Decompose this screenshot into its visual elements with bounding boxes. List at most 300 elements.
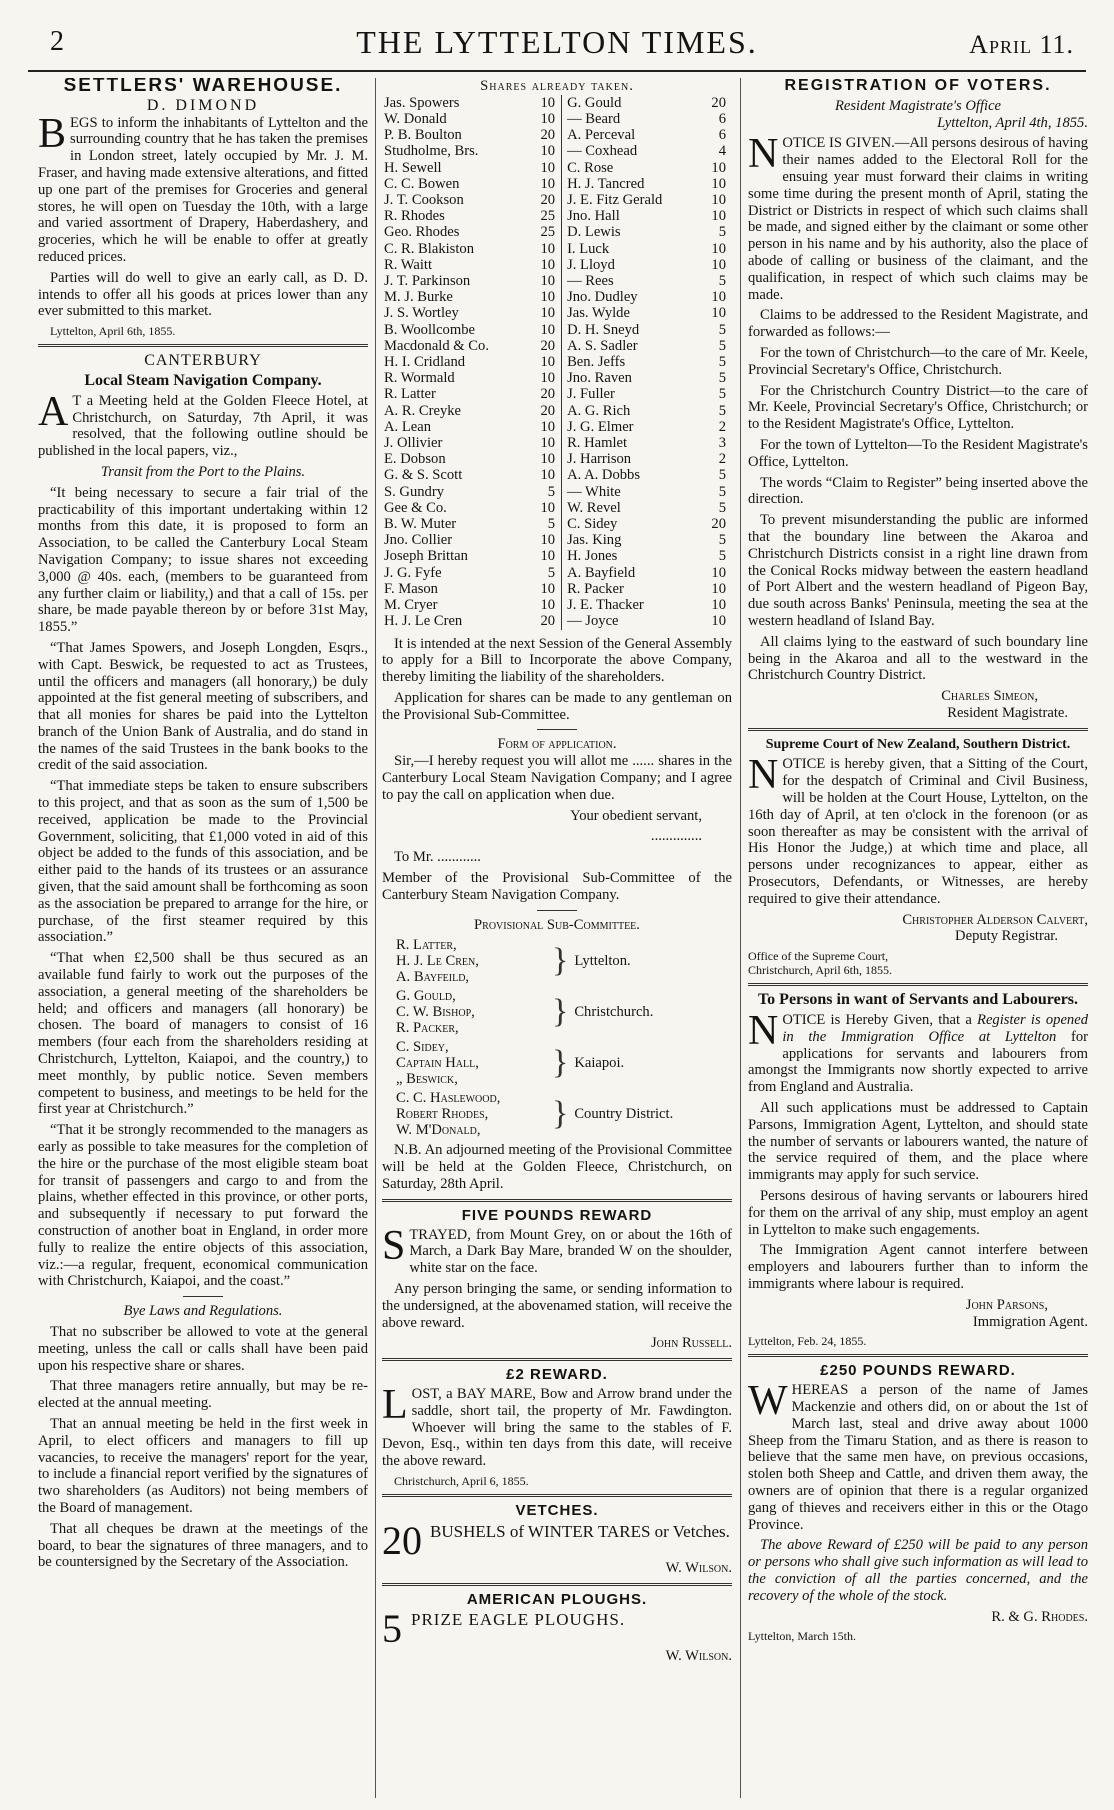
column-rule: [375, 78, 376, 1798]
shareholder-name: H. Jones: [562, 548, 702, 564]
committee-member: C. C. Haslewood,: [396, 1090, 501, 1107]
notice-body: For the Christchurch Country District—to the care of Mr. Keele, Provincial Secretary's Office, Christchurch; or to the Resident Magistrate's Office, Lyttelton.: [748, 382, 1088, 433]
ad-body: OST, a BAY MARE, Bow and Arrow brand under the saddle, short tail, the property of Mr. Fawdington. Whoever will bring the same to the stables of F. Devon, Esq., within ten days from this date, will receive the above reward.: [382, 1386, 732, 1470]
drop-cap: S: [382, 1222, 406, 1269]
shareholder-name: B. W. Muter: [384, 516, 457, 533]
share-count: 10: [711, 580, 726, 597]
notice-office: Resident Magistrate's Office: [834, 97, 1002, 114]
notice-body: To prevent misunderstanding the public are informed that the boundary line between the Akaroa and Christchurch Districts consist in a right line drawn from the Conical Rocks midway between the eastern headland of Port Albert and the western headland of Pigeon Bay, due south across Banks' Peninsula, meeting the sea at the western headland of Island Bay.: [748, 512, 1088, 629]
shares-row: [382, 613, 732, 629]
ad-number: 20: [382, 1517, 422, 1563]
ad-title: SETTLERS' WAREHOUSE.: [63, 78, 343, 96]
bylaw: That three managers retire annually, but may be re-elected at the annual meeting.: [38, 1378, 368, 1412]
drop-cap: N: [748, 752, 779, 799]
shareholder-name: R. Rhodes: [384, 208, 445, 225]
ploughs-ad: [382, 1592, 732, 1666]
committee-place: Lyttelton.: [574, 953, 631, 970]
notice-signature: R. & G. Rhodes.: [991, 1608, 1088, 1625]
share-count: 10: [711, 208, 726, 225]
form-member: Member of the Provisional Sub-Committee of the Canterbury Steam Navigation Company.: [382, 870, 732, 903]
shareholder-name: C. Rose: [562, 160, 702, 176]
resolution: “That it be strongly recommended to the managers as early as possible to take measures for the completion of the hire or the purchase of the most eligible steam boat for transit of passengers and cargo to and from the plains, whether effected in this province, or other ports, and subsequently if necessary to put forward the construction of another boat in England, in order more fully to realize the entire objects of this association, viz.:—a regular, frequent, economical communication with Christchurch, Kaiapoi, and the coast.”: [38, 1122, 368, 1290]
ad-dateline: Christchurch, April 6, 1855.: [394, 1474, 529, 1488]
share-count: 5: [718, 337, 726, 354]
ad-body: Any person bringing the same, or sending information to the undersigned, at the abovenamed station, will receive the above reward.: [382, 1281, 732, 1331]
shareholder-name: Studholme, Brs.: [384, 143, 479, 160]
resolution: “That James Spowers, and Joseph Longden, Esqrs., with Capt. Beswick, be requested to act as Trustees, until the officers and managers (all honorary,) be duly appointed at the fist general meeting of subscribers, and that all monies for shares be paid into the Lyttelton branch of the Union Bank of Australia, and do stand in the names of the said Trustees in the bank books to the credit of the said association.: [38, 639, 368, 774]
share-count: 5: [718, 321, 726, 338]
share-count: 10: [540, 467, 556, 484]
section-heading: CANTERBURY: [144, 352, 262, 370]
committee-place: Kaiapoi.: [574, 1055, 625, 1072]
ad-number: 5: [382, 1606, 403, 1652]
shares-row: [382, 160, 732, 176]
two-pounds-reward-ad: [382, 1367, 732, 1488]
share-count: 5: [718, 386, 726, 403]
share-count: 10: [540, 370, 556, 387]
share-count: 10: [711, 192, 726, 209]
shares-row: [382, 289, 732, 305]
shares-row: [382, 597, 732, 613]
committee-member: R. Latter,: [396, 937, 457, 954]
notice-body: The Immigration Agent cannot interfere between employers and labourers further than to inform the immigrants where labour is required.: [748, 1242, 1088, 1292]
notice-dateline: Christchurch, April 6th, 1855.: [748, 963, 892, 978]
shareholder-name: — Joyce: [562, 613, 702, 629]
notice-title: REGISTRATION OF VOTERS.: [784, 78, 1052, 94]
shares-row: [382, 435, 732, 451]
shareholder-name: C. C. Bowen: [384, 175, 460, 192]
committee-names: [396, 1090, 546, 1138]
shareholder-name: G. & S. Scott: [384, 467, 463, 484]
share-count: 10: [540, 435, 556, 452]
shareholder-name: J. T. Cookson: [384, 192, 464, 209]
ad-signature: W. Wilson.: [665, 1559, 732, 1576]
shareholder-name: J. E. Thacker: [562, 597, 702, 613]
committee-member: C. W. Bishop,: [396, 1004, 475, 1021]
brace-mark: }: [552, 942, 569, 980]
notice-body: The words “Claim to Register” being inserted above the direction.: [748, 474, 1088, 508]
shareholder-name: J. Fuller: [562, 386, 702, 402]
shares-row: [382, 532, 732, 548]
resolution: “That when £2,500 shall be thus secured as an available fund fairly to work out the purposes of the association, a general meeting of the shareholders be held; and officers and managers (all honorary) be chosen. The board of managers to consist of 16 members (four each from the shareholders residing at Christchurch, Lyttelton, Kaiapoi, and the country,) to meet monthly, by public notice. Seven members competent to business, and meetings to be held for the first year at Christchurch.”: [38, 950, 368, 1118]
notice-body: OTICE is Hereby Given, that a: [782, 1012, 978, 1029]
committee-place: Christchurch.: [574, 1004, 654, 1021]
shareholder-name: Jno. Dudley: [562, 289, 702, 305]
shareholder-name: R. Waitt: [384, 256, 433, 273]
committee-member: Captain Hall,: [396, 1055, 479, 1072]
shareholder-name: M. Cryer: [384, 597, 438, 614]
shareholder-name: H. J. Le Cren: [384, 613, 463, 630]
shareholder-name: W. Donald: [384, 111, 447, 127]
share-count: 10: [540, 418, 556, 435]
shareholder-name: J. Lloyd: [562, 257, 702, 273]
share-count: 5: [718, 532, 726, 549]
shareholder-name: — Beard: [562, 111, 702, 127]
ad-body: TRAYED, from Mount Grey, on or about the 16th of March, a Dark Bay Mare, branded W on the shoulder, white star on the face.: [409, 1226, 732, 1277]
ad-dateline: Lyttelton, April 6th, 1855.: [50, 324, 176, 339]
share-count: 20: [711, 94, 726, 111]
committee-member: A. Bayfeild,: [396, 969, 470, 986]
notice-signature: John Parsons,: [965, 1296, 1048, 1313]
shares-row: [382, 111, 732, 127]
shareholder-name: G. Gould: [562, 95, 702, 111]
settlers-warehouse-ad: [38, 78, 368, 338]
share-count: 20: [540, 337, 556, 354]
shareholder-name: E. Dobson: [384, 451, 446, 468]
sheep-reward-notice: [748, 1363, 1088, 1643]
shares-row: [382, 386, 732, 402]
committee-group: [396, 937, 732, 985]
divider: [748, 728, 1088, 731]
shareholder-name: J. Ollivier: [384, 435, 443, 452]
notice-body: All claims lying to the eastward of such boundary line being in the Akaroa and all to the westward in the Christchurch Country District.: [748, 633, 1088, 684]
shares-row: [382, 516, 732, 532]
drop-cap: B: [38, 110, 67, 157]
share-count: 25: [540, 224, 556, 241]
ad-body: PRIZE EAGLE PLOUGHS.: [411, 1610, 626, 1630]
share-count: 10: [711, 159, 726, 176]
shares-row: [382, 143, 732, 159]
divider: [382, 1583, 732, 1586]
notice-dateline: Lyttelton, Feb. 24, 1855.: [748, 1334, 867, 1349]
ad-title: AMERICAN PLOUGHS.: [466, 1590, 648, 1608]
committee-member: Robert Rhodes,: [396, 1106, 489, 1123]
share-count: 6: [718, 111, 726, 127]
supreme-court-notice: [748, 737, 1088, 978]
shareholder-name: Gee & Co.: [384, 499, 447, 516]
share-count: 10: [540, 111, 556, 127]
shareholder-name: Jno. Raven: [562, 370, 702, 386]
brace-mark: }: [552, 1095, 569, 1133]
shareholder-name: C. Sidey: [562, 516, 702, 532]
shareholder-name: A. Bayfield: [562, 565, 702, 581]
notice-title: £250 POUNDS REWARD.: [820, 1362, 1016, 1380]
committee-group: [396, 988, 732, 1036]
shares-row: [382, 581, 732, 597]
shareholder-name: H. Sewell: [384, 159, 442, 176]
shareholder-name: D. Lewis: [562, 224, 702, 240]
notice-body: For the town of Lyttelton—To the Resident Magistrate's Office, Lyttelton.: [748, 436, 1088, 470]
shareholder-name: H. J. Tancred: [562, 176, 702, 192]
shares-row: [382, 192, 732, 208]
notice-body: OTICE is hereby given, that a Sitting of the Court, for the despatch of Criminal and Civil Business, will be holden at the Court House, Lyttelton, on the 16th day of April, at ten o'clock in the forenoon (or as soon thereafter as may be consistent with the arrival of His Honor the Judge,) at which time and place, all persons under recognizances to appear, either as Prosecutors, Defendants, or Witnesses, are hereby required to give their attendance.: [748, 756, 1088, 907]
notice-signature-title: Resident Magistrate.: [947, 704, 1068, 721]
shareholder-name: — Coxhead: [562, 143, 702, 159]
share-count: 10: [540, 305, 556, 322]
shares-row: [382, 467, 732, 483]
shares-row: [382, 354, 732, 370]
share-count: 5: [718, 354, 726, 371]
shares-row: [382, 224, 732, 240]
divider: [382, 1358, 732, 1361]
shares-row: [382, 419, 732, 435]
notice-body: T a Meeting held at the Golden Fleece Hotel, at Christchurch, on Saturday, 7th April, it was resolved, that the following outline should be published in the local papers, viz.,: [38, 392, 368, 460]
shareholder-name: B. Woollcombe: [384, 321, 475, 338]
shares-row: [382, 257, 732, 273]
ad-title: FIVE POUNDS REWARD: [461, 1206, 653, 1224]
form-signature-line: ..............: [650, 828, 702, 845]
committee-group: [396, 1039, 732, 1087]
form-to: To Mr. ............: [394, 849, 481, 866]
shareholder-name: J. S. Wortley: [384, 305, 459, 322]
drop-cap: W: [748, 1378, 788, 1425]
share-count: 20: [711, 516, 726, 533]
bylaw: That all cheques be drawn at the meetings of the board, to bear the signatures of three managers, and to be countersigned by the Secretary of the Association.: [38, 1520, 368, 1571]
notice-body: Persons desirous of having servants or labourers hired for them on the arrival of any ship, must employ an agent in Lyttelton to make such engagements.: [748, 1188, 1088, 1238]
share-count: 10: [540, 321, 556, 338]
shares-table: [382, 95, 732, 630]
notice-body-italic: Register is opened in the Immigration Office at Lyttelton: [782, 1012, 1088, 1045]
share-count: 5: [718, 402, 726, 419]
shareholder-name: D. H. Sneyd: [562, 322, 702, 338]
share-count: 10: [711, 289, 726, 306]
committee-member: C. Sidey,: [396, 1039, 449, 1056]
column-rule: [740, 78, 741, 1798]
ad-body: EGS to inform the inhabitants of Lyttelton and the surrounding country that he has taken the premises in London street, lately occupied by Mr. J. M. Fraser, and having made extensive alterations, and fitted up one part of the premises for Groceries and general stores, he will open on Tuesday the 10th, with a large and varied assortment of Drapery, Haberdashery, and groceries, which he will be enable to offer at greatly reduced prices.: [38, 114, 368, 265]
shareholder-name: J. G. Fyfe: [384, 564, 442, 581]
shares-title: Shares already taken.: [480, 78, 634, 94]
shareholder-name: Joseph Brittan: [384, 548, 468, 565]
share-count: 10: [711, 564, 726, 581]
share-count: 5: [547, 483, 556, 500]
share-count: 20: [540, 386, 556, 403]
divider: [382, 1494, 732, 1497]
share-count: 5: [718, 467, 726, 484]
ad-title: £2 REWARD.: [506, 1366, 608, 1384]
shareholder-name: A. A. Dobbs: [562, 467, 702, 483]
ad-signature: W. Wilson.: [665, 1648, 732, 1665]
committee-names: [396, 988, 546, 1036]
shares-row: [382, 548, 732, 564]
share-count: 10: [540, 159, 556, 176]
shareholder-name: R. Hamlet: [562, 435, 702, 451]
share-count: 2: [718, 418, 726, 435]
share-count: 20: [540, 402, 556, 419]
share-count: 10: [540, 532, 556, 549]
committee-member: W. M'Donald,: [396, 1122, 481, 1139]
shareholder-name: A. R. Creyke: [384, 402, 462, 419]
shareholder-name: W. Revel: [562, 500, 702, 516]
page-number: 2: [50, 26, 64, 57]
notice-body: Claims to be addressed to the Resident Magistrate, and forwarded as follows:—: [748, 307, 1088, 341]
shareholder-name: A. S. Sadler: [562, 338, 702, 354]
drop-cap: N: [748, 131, 779, 178]
share-count: 25: [540, 208, 556, 225]
share-count: 10: [711, 597, 726, 614]
shareholder-name: M. J. Burke: [384, 289, 453, 306]
share-count: 10: [540, 289, 556, 306]
share-count: 10: [540, 175, 556, 192]
notice-signature: Christopher Alderson Calvert,: [902, 911, 1088, 928]
notice-body: All such applications must be addressed to Captain Parsons, Immigration Agent, Lyttelton, and should state the number of servants or labourers wanted, the nature of the service required of them, and the place where immigrants may apply for such service.: [748, 1100, 1088, 1184]
share-count: 10: [540, 597, 556, 614]
shares-row: [382, 451, 732, 467]
shares-row: [382, 484, 732, 500]
shareholder-name: J. Harrison: [562, 451, 702, 467]
brace-mark: }: [552, 1044, 569, 1082]
shareholder-name: Jas. Wylde: [562, 305, 702, 321]
divider: [38, 344, 368, 347]
share-count: 10: [540, 273, 556, 290]
committee-list: [396, 937, 732, 1138]
share-count: 5: [547, 516, 556, 533]
shareholder-name: Macdonald & Co.: [384, 337, 489, 354]
shares-row: [382, 241, 732, 257]
notice-body: For the town of Christchurch—to the care of Mr. Keele, Provincial Secretary's Office, Christchurch.: [748, 344, 1088, 378]
share-count: 3: [718, 435, 726, 452]
shareholder-name: P. B. Boulton: [384, 127, 462, 144]
voter-registration-notice: [748, 78, 1088, 722]
shareholder-name: R. Packer: [562, 581, 702, 597]
divider: [537, 910, 577, 911]
notice-subtitle: Transit from the Port to the Plains.: [100, 463, 306, 480]
shareholder-name: Ben. Jeffs: [562, 354, 702, 370]
share-count: 5: [718, 548, 726, 565]
column-left: [38, 78, 368, 1800]
bylaw: That no subscriber be allowed to vote at the general meeting, unless the call or calls shall have been paid upon his respective share or shares.: [38, 1323, 368, 1374]
share-count: 10: [540, 94, 556, 111]
shareholder-name: Jas. Spowers: [384, 94, 460, 111]
committee-member: G. Gould,: [396, 988, 456, 1005]
shareholder-name: Jno. Hall: [562, 208, 702, 224]
committee-place: Country District.: [574, 1106, 674, 1123]
notice-signature-title: Deputy Registrar.: [955, 928, 1058, 945]
notice-body: OTICE IS GIVEN.—All persons desirous of having their names added to the Electoral Roll for the ensuing year must forward their claims in writing some time during the present month of April, stating the District or Districts in respect of which such claims shall be made, and signed either by the claimant or some other person in his name and by his authority, also the place of abode of calling or business of the claimant, and the qualification, in respect of which such claims may be made.: [748, 135, 1088, 303]
share-count: 10: [540, 580, 556, 597]
ad-subtitle: D. DIMOND: [146, 96, 260, 114]
shares-row: [382, 273, 732, 289]
drop-cap: L: [382, 1382, 408, 1429]
page-header: [28, 18, 1086, 72]
share-count: 10: [711, 305, 726, 322]
notice-body: The above Reward of £250 will be paid to any person or persons who shall give such information as will lead to the conviction of all the parties concerned, and the recovery of the whole of the stock.: [748, 1537, 1088, 1604]
committee-names: [396, 1039, 546, 1087]
shares-row: [382, 500, 732, 516]
share-count: 20: [540, 613, 556, 630]
committee-group: [396, 1090, 732, 1138]
shareholder-name: C. R. Blakiston: [384, 240, 475, 257]
notice-signature-title: Immigration Agent.: [972, 1313, 1088, 1330]
steam-navigation-notice: [38, 353, 368, 1571]
share-count: 5: [718, 370, 726, 387]
share-count: 10: [711, 175, 726, 192]
shareholder-name: — Rees: [562, 273, 702, 289]
form-closing: Your obedient servant,: [570, 807, 702, 824]
share-count: 10: [540, 451, 556, 468]
committee-names: [396, 937, 546, 985]
column-right: [748, 78, 1088, 1800]
share-count: 10: [540, 143, 556, 160]
shares-row: [382, 403, 732, 419]
resolution: “It being necessary to secure a fair trial of the practicability of this important undertaking within 12 months from this date, it is proposed to form an Association, to be called the Canterbury Local Steam Navigation Company; to issue shares not exceeding 3,000 @ 40s. each, (members to be guaranteed from any further claim or liability,) and that a call of 15s. per share, be made payable thereon by or before 31st May, 1855.”: [38, 484, 368, 636]
ad-body: BUSHELS of WINTER TARES or Vetches.: [430, 1521, 730, 1541]
brace-mark: }: [552, 993, 569, 1031]
shareholder-name: F. Mason: [384, 580, 438, 597]
issue-date: April 11.: [969, 30, 1074, 59]
notice-body: HEREAS a person of the name of James Mackenzie and others did, on or about the 1st of March last, steal and drive away about 1000 Sheep from the Timaru Station, and as there is reason to believe that the same men have, on previous occasions, stolen both Sheep and Cattle, and driven them away, the owners are of opinion that there is a regular organized gang of thieves and receivers either in this or the Otago Province.: [748, 1382, 1088, 1533]
notice-body: for applications for servants and labourers from amongst the Immigrants now shortly expected to arrive from England and Australia.: [748, 1028, 1088, 1096]
share-count: 10: [711, 256, 726, 273]
drop-cap: N: [748, 1008, 779, 1055]
ad-body: Parties will do well to give an early call, as D. D. intends to offer all his goods at prices lower than any ever submitted to this market.: [38, 269, 368, 320]
drop-cap: A: [38, 388, 69, 435]
shares-row: [382, 208, 732, 224]
divider: [748, 983, 1088, 986]
share-count: 10: [540, 499, 556, 516]
shareholder-name: S. Gundry: [384, 483, 444, 500]
share-count: 5: [547, 564, 556, 581]
shareholder-name: A. Lean: [384, 418, 432, 435]
shareholder-name: — White: [562, 484, 702, 500]
shareholder-name: Jno. Collier: [384, 532, 453, 549]
form-title: Form of application.: [497, 736, 617, 753]
share-count: 20: [540, 192, 556, 209]
resolution: “That immediate steps be taken to ensure subscribers to this project, and that as soon as the sum of 1,500 be received, application be made to the Provincial Government, soliciting, that £1,000 voted in aid of this object be added to the funds of this association, and be either paid to the hands of its trustees or an assurance given, that the said amount shall be forthcoming as soon as the association be prepared to arrange for the hire, or purchase, of the first steamer required by this association.”: [38, 778, 368, 946]
share-count: 10: [711, 240, 726, 257]
servants-notice: [748, 992, 1088, 1348]
column-middle: [382, 78, 732, 1800]
divider: [382, 1199, 732, 1202]
form-body: Sir,—I hereby request you will allot me ...... shares in the Canterbury Local Steam Navigation Company; and I agree to pay the call on application when due.: [382, 753, 732, 803]
committee-member: R. Packer,: [396, 1020, 459, 1037]
masthead: THE LYTTELTON TIMES.: [356, 24, 758, 60]
divider: [537, 729, 577, 730]
share-count: 5: [718, 499, 726, 516]
shareholder-name: J. G. Elmer: [562, 419, 702, 435]
shares-row: [382, 370, 732, 386]
notice-signature: Charles Simeon,: [941, 688, 1038, 705]
notice-title: Supreme Court of New Zealand, Southern District.: [765, 736, 1071, 752]
divider: [183, 1296, 223, 1297]
five-pounds-reward-ad: [382, 1208, 732, 1352]
shareholder-name: R. Wormald: [384, 370, 455, 387]
share-count: 5: [718, 224, 726, 241]
share-count: 2: [718, 451, 726, 468]
vetches-ad: [382, 1503, 732, 1577]
notice-body: It is intended at the next Session of the General Assembly to apply for a Bill to Incorporate the above Company, thereby limiting the liability of the shareholders.: [382, 635, 732, 686]
shares-row: [382, 322, 732, 338]
shares-row: [382, 305, 732, 321]
committee-title: Provisional Sub-Committee.: [474, 916, 640, 933]
shareholder-name: I. Luck: [562, 241, 702, 257]
shares-row: [382, 338, 732, 354]
shareholder-name: Geo. Rhodes: [384, 224, 460, 241]
share-count: 10: [711, 613, 726, 630]
shares-row: [382, 176, 732, 192]
share-count: 4: [718, 143, 726, 160]
share-count: 10: [540, 354, 556, 371]
shares-row: [382, 95, 732, 111]
committee-member: „ Beswick,: [396, 1071, 458, 1088]
shareholder-name: A. Perceval: [562, 127, 702, 143]
share-count: 10: [540, 256, 556, 273]
notice-office: Office of the Supreme Court,: [748, 949, 889, 964]
shareholder-name: J. T. Parkinson: [384, 273, 471, 290]
ad-title: VETCHES.: [515, 1502, 599, 1519]
share-count: 20: [540, 127, 556, 144]
section-subheading: Local Steam Navigation Company.: [84, 371, 322, 389]
ad-signature: John Russell.: [650, 1335, 732, 1352]
shares-row: [382, 565, 732, 581]
committee-member: H. J. Le Cren,: [396, 953, 479, 970]
shareholder-name: J. E. Fitz Gerald: [562, 192, 702, 208]
divider: [748, 1354, 1088, 1357]
shareholder-name: A. G. Rich: [562, 403, 702, 419]
notice-dateline: Lyttelton, April 4th, 1855.: [937, 114, 1088, 131]
notice-body: Application for shares can be made to any gentleman on the Provisional Sub-Committee.: [382, 689, 732, 723]
share-count: 5: [718, 273, 726, 290]
notice-title: To Persons in want of Servants and Labourers.: [757, 991, 1079, 1009]
